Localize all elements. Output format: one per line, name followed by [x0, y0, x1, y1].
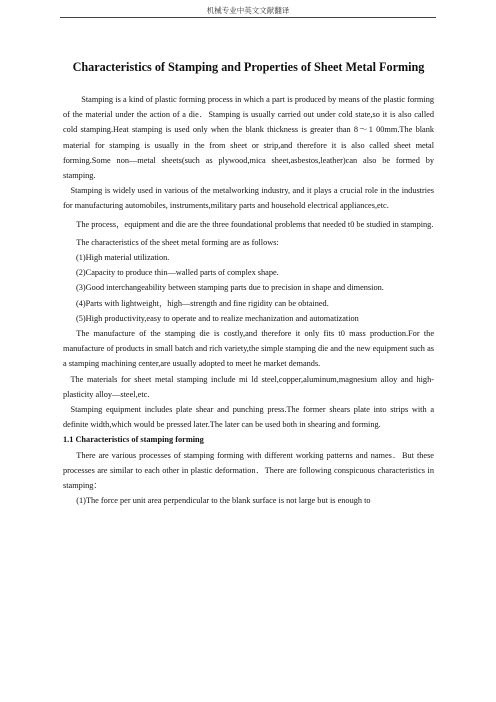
document-body: [63, 58, 434, 508]
paragraph: There are various processes of stamping forming with different working patterns and names．But these processes are similar to each other in plastic deformation．There are following conspicuous characteristics in stamping：: [63, 450, 434, 491]
list-item: (3)Good interchangeability between stamping parts due to precision in shape and dimension.: [76, 283, 384, 293]
paragraph: Stamping is widely used in various of the metalworking industry, and it plays a crucial role in the industries for manufacturing automobiles, instruments,military parts and household electrical appliances,etc.: [63, 186, 434, 211]
running-header: 机械专业中英文文献翻译: [206, 6, 290, 15]
list-item: (2)Capacity to produce thin—walled parts of complex shape.: [76, 268, 279, 278]
paragraph: Stamping is a kind of plastic forming process in which a part is produced by means of the plastic forming of the material under the action of a die．Stamping is usually carried out under cold state,so it is also called cold stamping.Heat stamping is used only when the blank thickness is greater than 8～1 00mm.The blank material for stamping is usually in the from sheet or strip,and therefore it is also called sheet metal forming.Some non—metal sheets(such as plywood,mica sheet,asbestos,leather)can also be formed by stamping.: [63, 95, 434, 181]
paragraph: The materials for sheet metal stamping include mi ld steel,copper,aluminum,magnesium alloy and high-plasticity alloy—steel,etc.: [63, 374, 434, 399]
list-item: (5)High productivity,easy to operate and to realize mechanization and automatization: [76, 313, 359, 323]
document-title: Characteristics of Stamping and Properties of Sheet Metal Forming: [72, 60, 425, 74]
paragraph: Stamping equipment includes plate shear and punching press.The former shears plate into strips with a definite width,which would be pressed later.The later can be used both in shearing and forming.: [63, 405, 434, 430]
list-item: (4)Parts with lightweight，high—strength and fine rigidity can be obtained.: [76, 298, 329, 308]
section-heading: 1.1 Characteristics of stamping forming: [63, 435, 204, 445]
paragraph: The characteristics of the sheet metal forming are as follows:: [76, 237, 279, 247]
paragraph: The process，equipment and die are the three foundational problems that needed t0 be studied in stamping.: [76, 219, 434, 229]
header-rule: [60, 17, 436, 18]
list-item: (1)High material utilization.: [76, 253, 170, 263]
paragraph: (1)The force per unit area perpendicular to the blank surface is not large but is enough to: [76, 496, 371, 506]
paragraph: The manufacture of the stamping die is costly,and therefore it only fits t0 mass production.For the manufacture of products in small batch and rich variety,the simple stamping die and the new equipment such as a stamping machining center,are usually adopted to meet he market demands.: [63, 329, 434, 369]
